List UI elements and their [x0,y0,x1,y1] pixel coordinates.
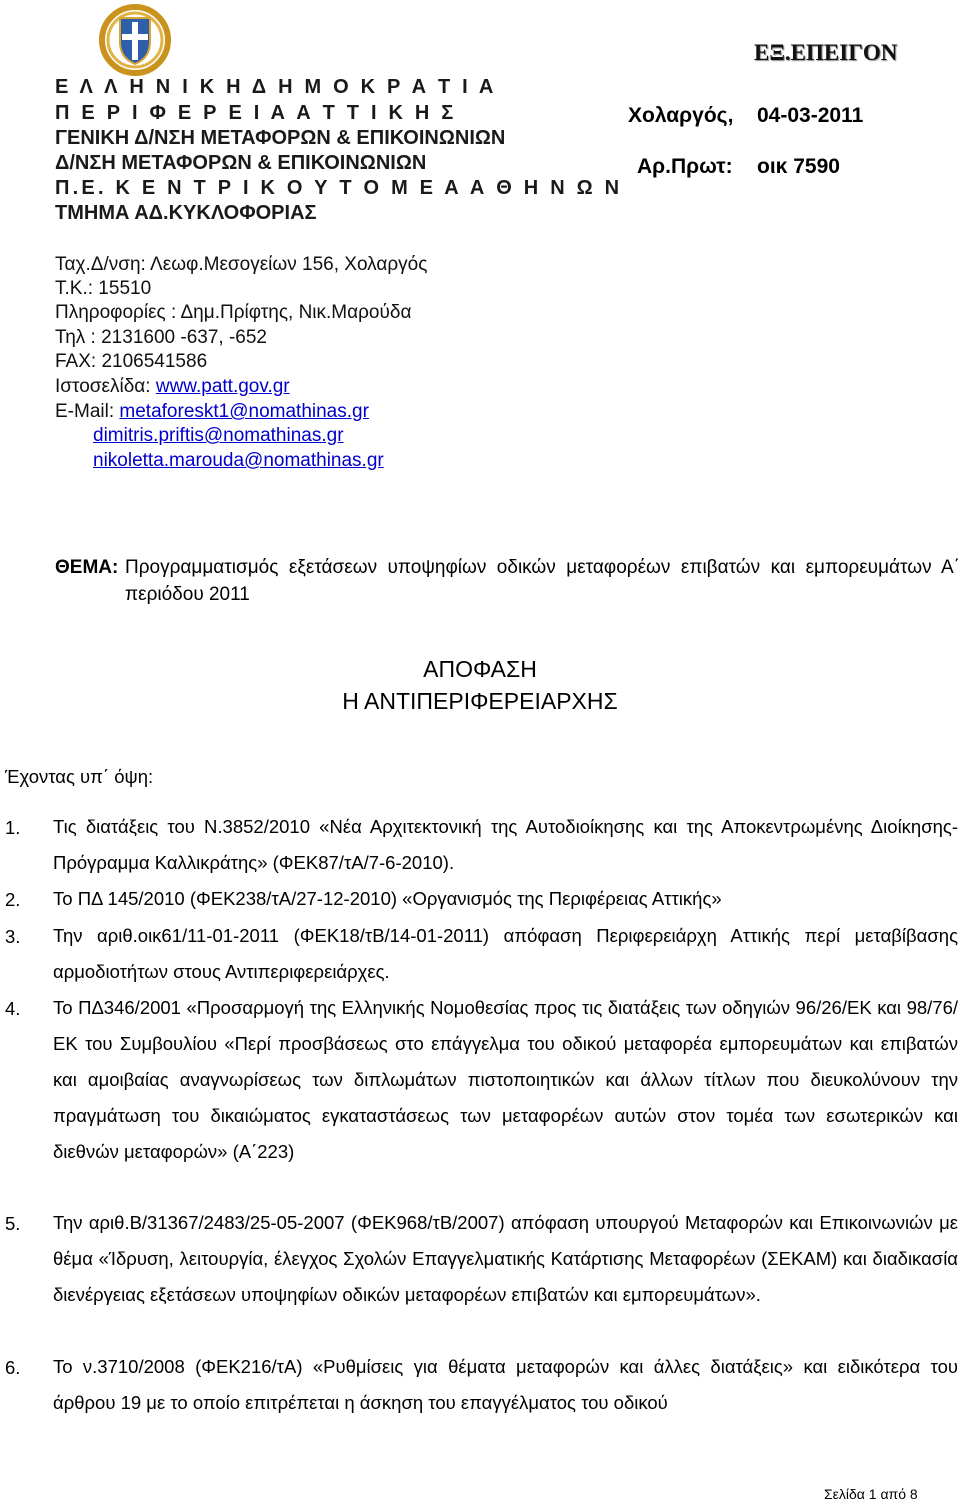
protocol-label: Αρ.Πρωτ: [637,155,733,178]
website-label: Ιστοσελίδα: [55,376,156,397]
contact-persons: Πληροφορίες : Δημ.Πρίφτης, Νικ.Μαρούδα [55,302,412,323]
page-number: Σελίδα 1 από 8 [824,1486,918,1502]
item-number-3: 3. [5,926,21,947]
item-number-1: 1. [5,817,21,838]
email-link-2[interactable]: dimitris.priftis@nomathinas.gr [93,425,344,446]
email-label: E-Mail: [55,401,120,422]
email-row-3 [93,449,384,473]
postal-code: Τ.Κ.: 15510 [55,278,152,299]
subject-text: Προγραμματισμός εξετάσεων υποψηφίων οδικών μεταφορέων επιβατών και εμπορευμάτων Α΄ περιόδου 2011 [125,557,960,605]
item-text-1: Τις διατάξεις του Ν.3852/2010 «Νέα Αρχιτεκτονική της Αυτοδιοίκησης και της Αποκεντρωμένης Διοίκησης-Πρόγραμμα Καλλικράτης» (ΦΕΚ87/τΑ/7-6-2010). [53,816,958,873]
directorate: Δ/ΝΣΗ ΜΕΤΑΦΟΡΩΝ & ΕΠΙΚΟΙΝΩΝΙΩΝ [55,152,427,174]
region-name: Π Ε Ρ Ι Φ Ε Ρ Ε Ι Α Α Τ Τ Ι Κ Η Σ [55,102,457,124]
item-text-2: Το ΠΔ 145/2010 (ΦΕΚ238/τΑ/27-12-2010) «Οργανισμός της Περιφέρειας Αττικής» [53,888,722,909]
website-link[interactable]: www.patt.gov.gr [155,376,290,397]
item-number-4: 4. [5,998,21,1019]
email-link-3[interactable]: nikoletta.marouda@nomathinas.gr [93,450,384,471]
subject-label: ΘΕΜΑ: [55,557,119,578]
item-text-3: Την αριθ.οικ61/11-01-2011 (ΦΕΚ18/τΒ/14-01-2011) απόφαση Περιφερειάρχη Αττικής περί μεταβίβασης αρμοδιοτήτων στους Αντιπεριφερειάρχες. [53,925,958,982]
item-number-6: 6. [5,1357,21,1378]
regional-unit: Π.Ε. Κ Ε Ν Τ Ρ Ι Κ Ο Υ Τ Ο Μ Ε Α Α Θ Η Ν Ω Ν [55,177,623,199]
item-text-5: Την αριθ.Β/31367/2483/25-05-2007 (ΦΕΚ968/τΒ/2007) απόφαση υπουργού Μεταφορών και Επικοινωνιών με θέμα «Ίδρυση, λειτουργία, έλεγχος Σχολών Επαγγελματικής Κατάρτισης Μεταφορέων (ΣΕΚΑΜ) και διαδικασία διενέργειας εξετάσεων υποψηφίων οδικών μεταφορέων επιβατών και εμπορευμάτων». [53,1212,958,1305]
protocol-number: οικ 7590 [757,155,840,178]
document-date: 04-03-2011 [757,104,864,127]
greek-coat-of-arms-emblem [98,4,172,76]
considering-heading: Έχοντας υπ΄ όψη: [5,766,154,787]
place-label: Χολαργός, [628,104,734,127]
phone-numbers: Τηλ : 2131600 -637, -652 [55,327,267,348]
decision-authority: Η ΑΝΤΙΠΕΡΙΦΕΡΕΙΑΡΧΗΣ [342,688,618,714]
subject-block [55,554,960,608]
website-row [55,375,290,399]
item-number-2: 2. [5,889,21,910]
email-row-2 [93,424,344,448]
email-row [55,400,369,424]
postal-address: Ταχ.Δ/νση: Λεωφ.Μεσογείων 156, Χολαργός [55,254,428,275]
decision-title: ΑΠΟΦΑΣΗ [423,656,537,682]
general-directorate: ΓΕΝΙΚΗ Δ/ΝΣΗ ΜΕΤΑΦΟΡΩΝ & ΕΠΙΚΟΙΝΩΝΙΩΝ [55,127,506,149]
subject-row [55,554,960,608]
department: ΤΜΗΜΑ ΑΔ.ΚΥΚΛΟΦΟΡΙΑΣ [55,202,317,224]
country-name: Ε Λ Λ Η Ν Ι Κ Η Δ Η Μ Ο Κ Ρ Α Τ Ι Α [55,76,497,98]
item-text-4: Το ΠΔ346/2001 «Προσαρμογή της Ελληνικής Νομοθεσίας προς τις διατάξεις των οδηγιών 96/26/ΕΚ και 98/76/ΕΚ του Συμβουλίου «Περί προσβάσεως στο επάγγελμα του οδικού μεταφορέα εμπορευμάτων και επιβατών και αμοιβαίας αναγνωρίσεως των διπλωμάτων πιστοποιητικών και άλλων τίτλων που διευκολύνουν την πραγμάτωση του δικαιώματος εγκαταστάσεως των μεταφορέων αυτών στον τομέα των εσωτερικών και διεθνών μεταφορών» (Α΄223) [53,997,958,1162]
item-text-6: Το ν.3710/2008 (ΦΕΚ216/τΑ) «Ρυθμίσεις για θέματα μεταφορών και άλλες διατάξεις» και ειδικότερα του άρθρου 19 με το οποίο επιτρέπεται η άσκηση του επαγγέλματος του οδικού [53,1356,958,1413]
urgency-label: ΕΞ.ΕΠΕΙΓΟΝ [754,40,898,65]
fax-number: FAX: 2106541586 [55,351,208,372]
email-link-1[interactable]: metaforeskt1@nomathinas.gr [119,401,369,422]
item-number-5: 5. [5,1213,21,1234]
